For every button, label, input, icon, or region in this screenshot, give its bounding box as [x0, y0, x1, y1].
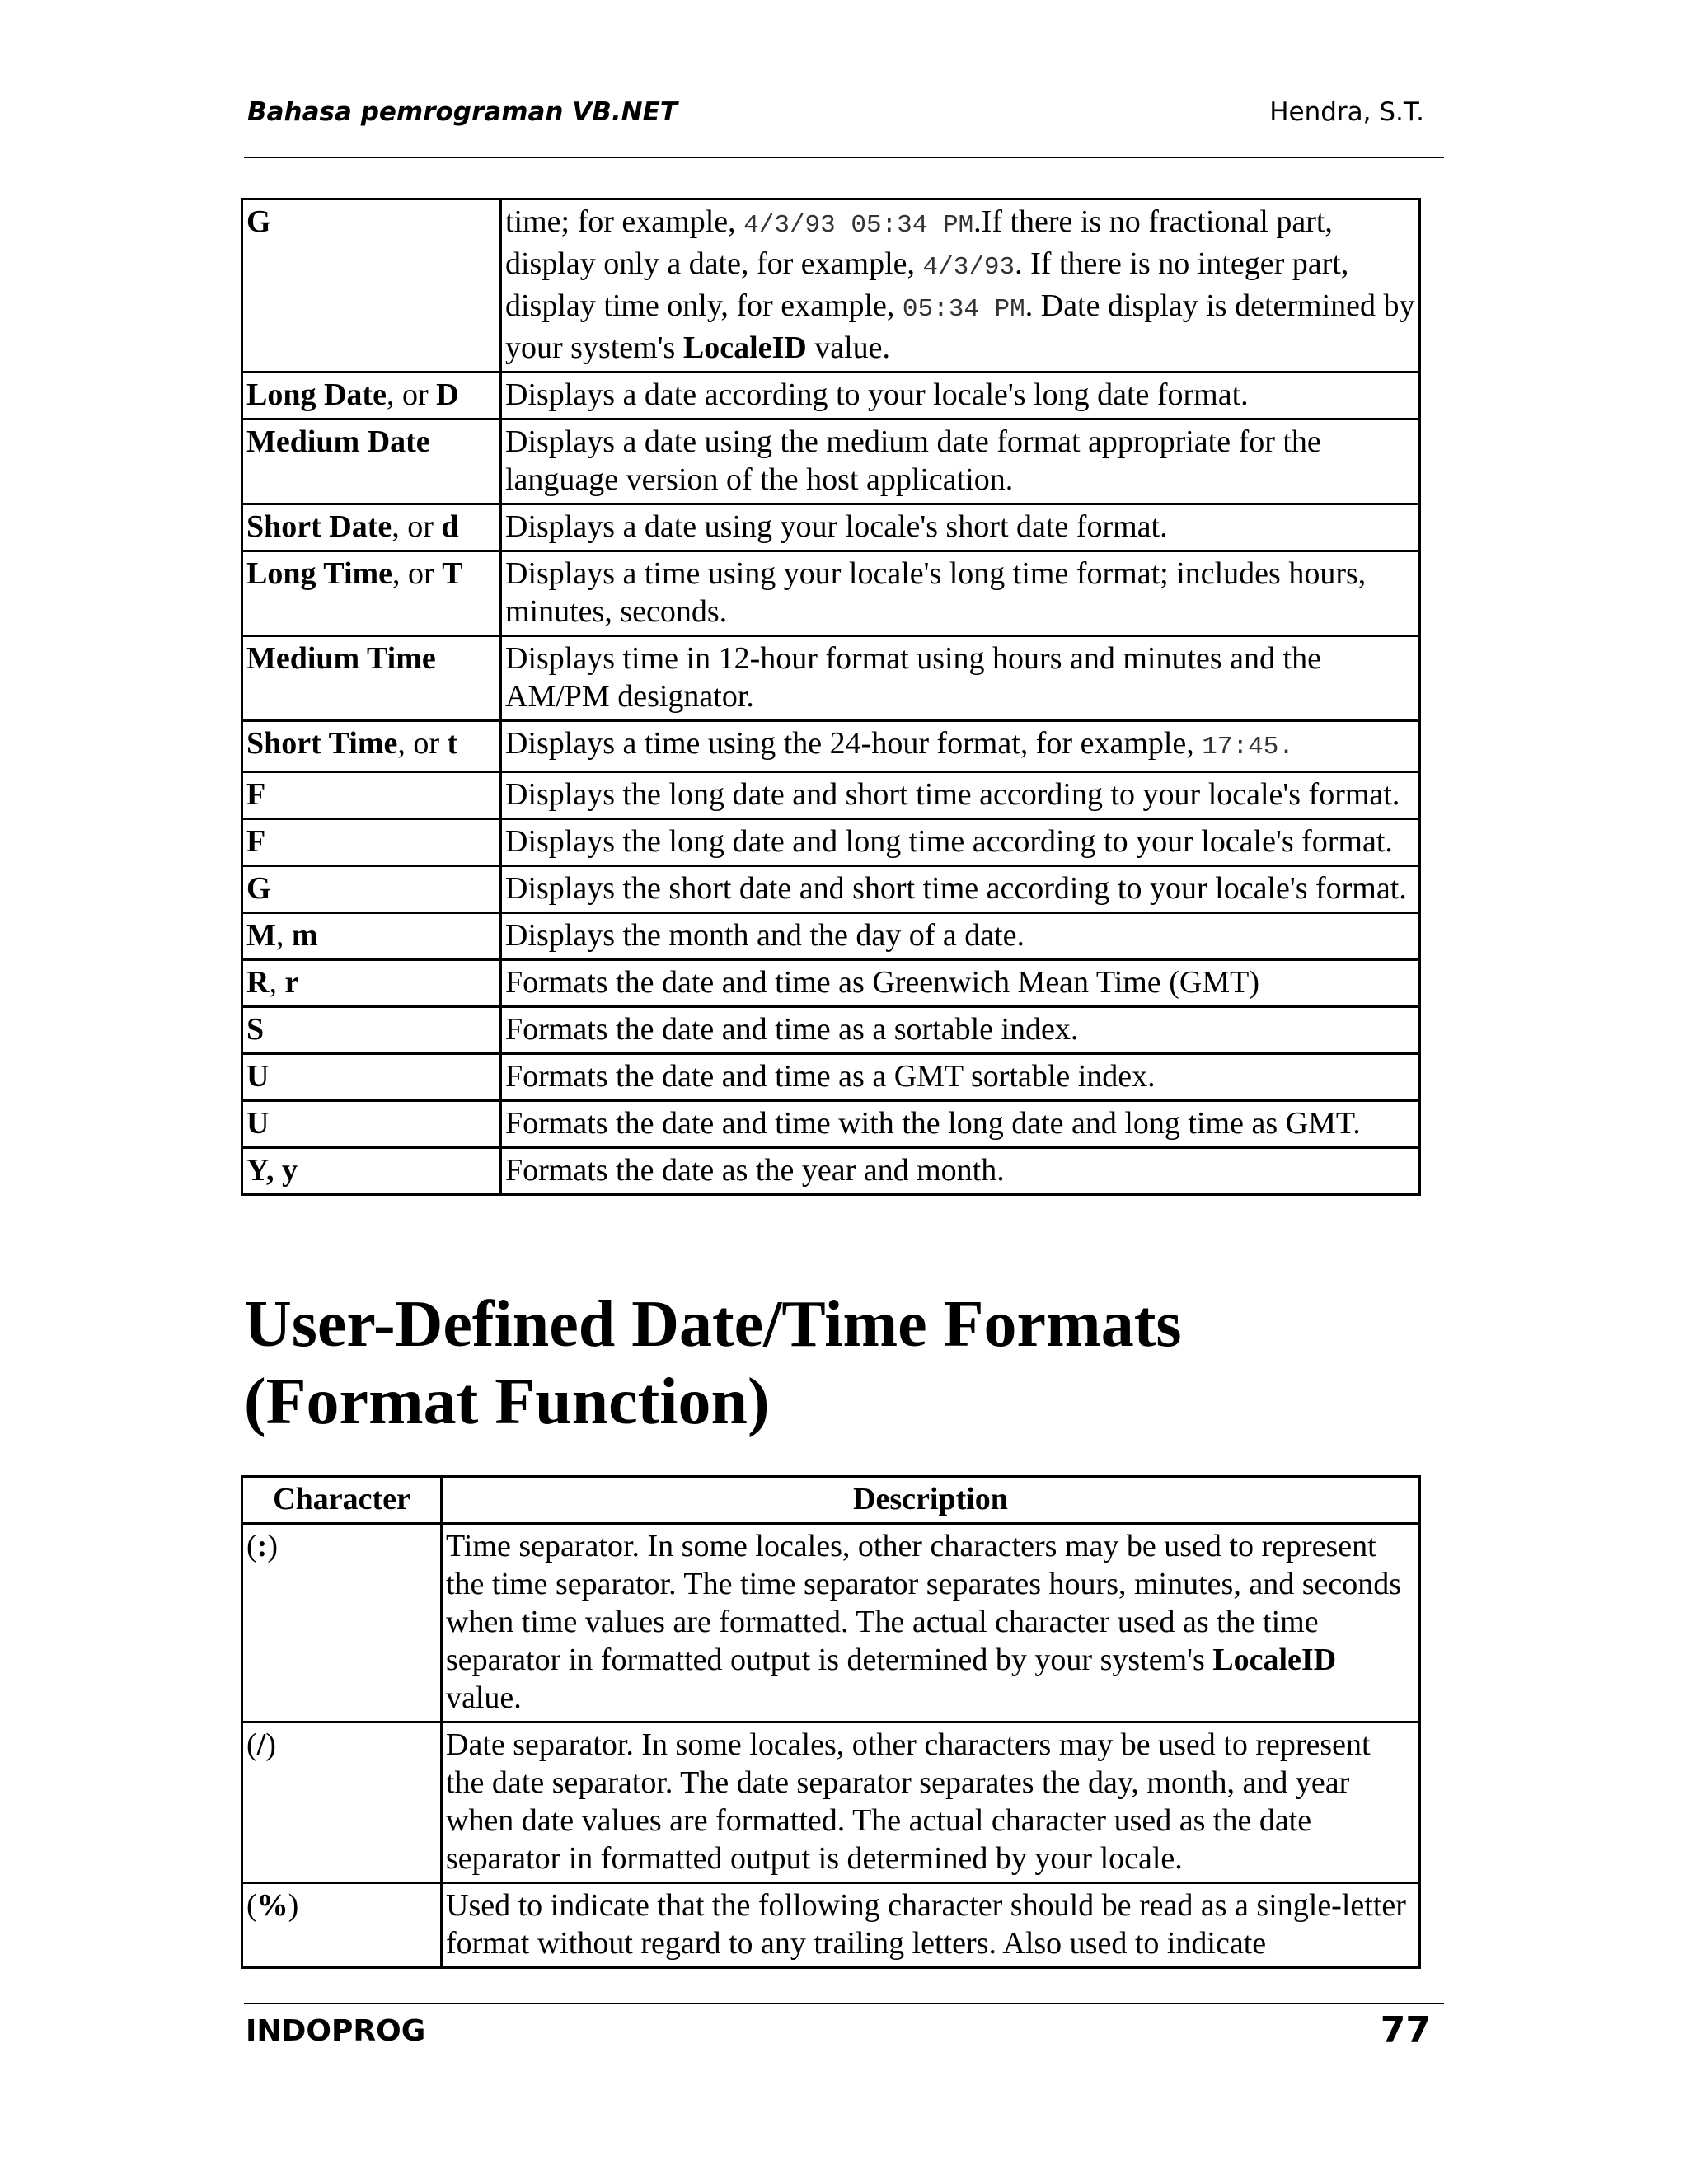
table-row [242, 1883, 1420, 1968]
text-run: , or [397, 726, 448, 761]
text-run: R [246, 965, 270, 1000]
text-run: r [284, 965, 299, 1000]
text-run: G [246, 871, 271, 906]
text-run: Displays a date using your locale's short date format. [505, 509, 1168, 544]
text-run: % [256, 1888, 288, 1923]
text-run: , [275, 918, 292, 953]
text-run: Short Date [246, 509, 392, 544]
format-description-cell [501, 636, 1420, 721]
document-title: Bahasa pemrograman VB.NET [247, 97, 678, 127]
text-run: Formats the date and time as a sortable index. [505, 1012, 1079, 1047]
text-run: Displays a date using the medium date format appropriate for the language version of the host application. [505, 424, 1321, 497]
format-description-cell [501, 866, 1420, 913]
format-description-cell [501, 551, 1420, 636]
text-run: Displays the short date and short time according to your locale's format. [505, 871, 1407, 906]
page-header [244, 97, 1431, 137]
code-sample: 17:45. [1202, 733, 1294, 762]
text-run: ) [265, 1727, 276, 1762]
format-description-cell [442, 1883, 1420, 1968]
section-title [244, 1286, 1431, 1441]
text-run: Displays a date according to your locale's long date format. [505, 377, 1249, 412]
document-author: Hendra, S.T. [1269, 97, 1424, 127]
text-run: Displays the long date and short time according to your locale's format. [505, 777, 1400, 812]
format-description-cell [501, 419, 1420, 504]
format-description-cell [501, 1101, 1420, 1148]
format-description-cell [501, 1148, 1420, 1195]
table-row [242, 373, 1420, 419]
named-formats-table [241, 198, 1421, 1196]
table-row [242, 1722, 1420, 1883]
section-title-line-1: User-Defined Date/Time Formats [244, 1288, 1182, 1361]
format-code-cell [242, 1722, 442, 1883]
text-run: , or [392, 509, 442, 544]
table-row [242, 551, 1420, 636]
page-number: 77 [1380, 2009, 1431, 2051]
table-row [242, 1007, 1420, 1054]
format-code-cell [242, 373, 501, 419]
table-row [242, 1148, 1420, 1195]
format-description-cell [501, 721, 1420, 772]
format-code-cell [242, 960, 501, 1007]
format-code-cell [242, 1007, 501, 1054]
text-run: Displays time in 12-hour format using hours and minutes and the AM/PM designator. [505, 641, 1321, 714]
text-run: time; for example, [505, 204, 744, 239]
text-run: : [256, 1529, 268, 1563]
format-code-cell [242, 866, 501, 913]
text-run: Long Time [246, 556, 393, 591]
text-run: ( [246, 1529, 257, 1563]
format-code-cell [242, 551, 501, 636]
table-row [242, 819, 1420, 866]
text-run: LocaleID [682, 330, 807, 365]
text-run: t [447, 726, 458, 761]
text-run: Formats the date as the year and month. [505, 1153, 1005, 1188]
format-description-cell [442, 1524, 1420, 1722]
text-run: F [246, 824, 266, 859]
footer-brand: INDOPROG [246, 2014, 426, 2048]
column-header-character: Character [242, 1477, 442, 1524]
text-run: ( [246, 1727, 257, 1762]
text-run: Formats the date and time with the long date and long time as GMT. [505, 1106, 1361, 1141]
code-sample: 4/3/93 [922, 253, 1015, 282]
text-run: Displays the month and the day of a date. [505, 918, 1025, 953]
text-run: S [246, 1012, 265, 1047]
text-run: ( [246, 1888, 257, 1923]
text-run: Displays the long date and long time according to your locale's format. [505, 824, 1393, 859]
format-description-cell [501, 819, 1420, 866]
table-row [242, 1524, 1420, 1722]
named-formats-body [242, 199, 1420, 1195]
text-run: Displays a time using the 24-hour format, for example, [505, 726, 1203, 761]
table-row [242, 913, 1420, 960]
text-run: . If there is no integer part, display time only, for example, [505, 246, 1349, 323]
table-row [242, 199, 1420, 373]
text-run: G [246, 204, 271, 239]
text-run: value. [446, 1680, 522, 1715]
text-run: Time separator. In some locales, other characters may be used to represent the time separator. The time separator separates hours, minutes, and seconds when time values are formatted. The actual character used as the time separator in formatted output is determined by your system's [446, 1529, 1401, 1677]
text-run: Formats the date and time as a GMT sortable index. [505, 1059, 1156, 1094]
text-run: Short Time [246, 726, 398, 761]
header-divider [244, 157, 1444, 158]
text-run: m [291, 918, 318, 953]
user-formats-table [241, 1475, 1421, 1969]
format-description-cell [501, 913, 1420, 960]
format-code-cell [242, 913, 501, 960]
text-run: F [246, 777, 266, 812]
table-row [242, 1054, 1420, 1101]
format-description-cell [501, 373, 1420, 419]
format-code-cell [242, 772, 501, 819]
text-run: , or [392, 556, 443, 591]
text-run: Date separator. In some locales, other characters may be used to represent the date separator. The date separator separates the day, month, and year when date values are formatted. The actual character used as the date separator in formatted output is determined by your locale. [446, 1727, 1371, 1876]
format-description-cell [501, 1007, 1420, 1054]
table-row [242, 866, 1420, 913]
format-code-cell [242, 419, 501, 504]
text-run: U [246, 1059, 270, 1094]
text-run: LocaleID [1212, 1643, 1337, 1677]
format-description-cell [501, 1054, 1420, 1101]
format-code-cell [242, 1101, 501, 1148]
table-row [242, 721, 1420, 772]
text-run: ) [288, 1888, 299, 1923]
text-run: value. [806, 330, 891, 365]
format-code-cell [242, 1524, 442, 1722]
format-code-cell [242, 636, 501, 721]
text-run: Medium Date [246, 424, 430, 459]
footer-divider [244, 2003, 1444, 2004]
table-row [242, 772, 1420, 819]
table-row [242, 1101, 1420, 1148]
text-run: , or [386, 377, 437, 412]
format-description-cell [501, 960, 1420, 1007]
format-description-cell [501, 504, 1420, 551]
table-row [242, 419, 1420, 504]
text-run: .If there is no fractional part, display only a date, for example, [505, 204, 1333, 281]
section-title-line-2: (Format Function) [244, 1366, 770, 1438]
text-run: , [269, 965, 285, 1000]
table-row [242, 504, 1420, 551]
user-formats-body [242, 1524, 1420, 1968]
text-run: T [442, 556, 463, 591]
text-run: ) [267, 1529, 278, 1563]
table-header-row [242, 1477, 1420, 1524]
format-code-cell [242, 721, 501, 772]
text-run: Medium Time [246, 641, 436, 676]
code-sample: 05:34 PM [902, 295, 1025, 324]
format-code-cell [242, 199, 501, 373]
text-run: . Date display is determined by your system's [505, 288, 1415, 365]
format-code-cell [242, 504, 501, 551]
text-run: Y, y [246, 1153, 298, 1188]
format-code-cell [242, 1054, 501, 1101]
text-run: Long Date [246, 377, 387, 412]
text-run: Displays a time using your locale's long time format; includes hours, minutes, seconds. [505, 556, 1367, 629]
format-code-cell [242, 819, 501, 866]
format-code-cell [242, 1148, 501, 1195]
format-description-cell [501, 199, 1420, 373]
text-run: / [256, 1727, 266, 1762]
text-run: d [441, 509, 459, 544]
column-header-description: Description [442, 1477, 1420, 1524]
code-sample: 4/3/93 05:34 PM [743, 211, 974, 240]
text-run: Formats the date and time as Greenwich Mean Time (GMT) [505, 965, 1259, 1000]
table-row [242, 636, 1420, 721]
text-run: U [246, 1106, 270, 1141]
format-code-cell [242, 1883, 442, 1968]
format-description-cell [442, 1722, 1420, 1883]
table-row [242, 960, 1420, 1007]
text-run: D [436, 377, 459, 412]
text-run: M [246, 918, 276, 953]
format-description-cell [501, 772, 1420, 819]
text-run: Used to indicate that the following character should be read as a single-letter format without regard to any trailing letters. Also used to indicate [446, 1888, 1406, 1961]
